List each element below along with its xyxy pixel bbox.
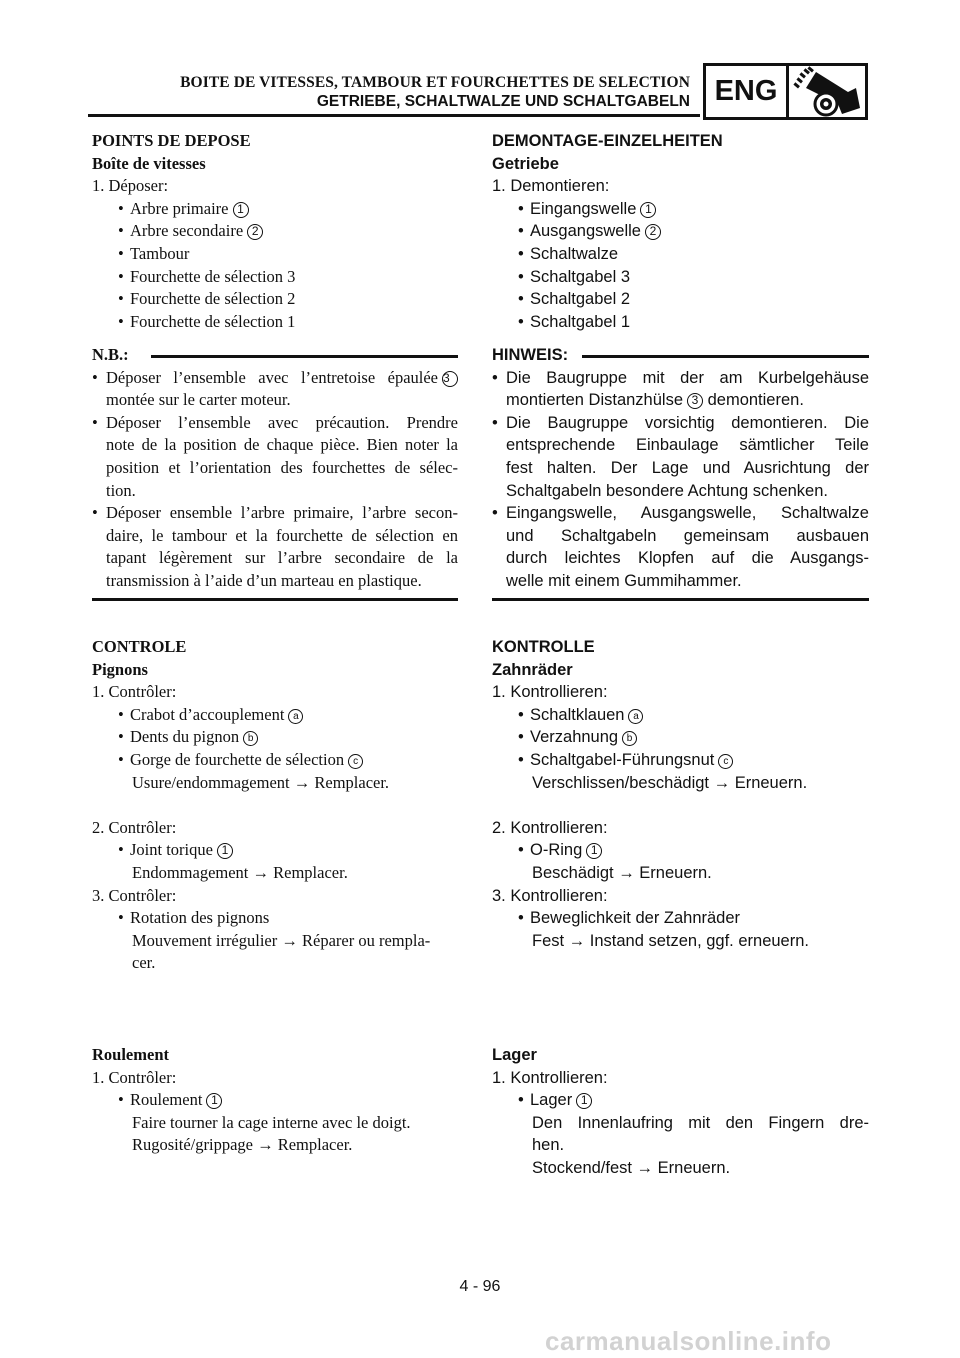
note-line: position et l’orientation des fourchettes de sélec- (106, 457, 458, 477)
result-line: Rugosité/grippage → Remplacer. (132, 1135, 353, 1155)
note-line: note de la position de chaque pièce. Bien noter la (106, 435, 458, 455)
engine-gear-icon (786, 63, 868, 120)
fr-removal-section (92, 130, 458, 333)
fr-section-title: POINTS DE DEPOSE (92, 131, 251, 150)
note-line: montée sur le carter moteur. (106, 390, 291, 410)
fr-step: 1. Contrôler: (92, 682, 177, 702)
list-item: • Fourchette de sélection 3 (92, 266, 458, 289)
list-item: • Joint torique 1 (92, 839, 458, 862)
callout-1: 1 (586, 843, 602, 859)
callout-2: 2 (247, 224, 263, 240)
callout-1: 1 (640, 202, 656, 218)
callout-c: c (348, 754, 363, 769)
note-end-rule (492, 598, 869, 601)
callout-c: c (718, 754, 733, 769)
list-item: • Rotation des pignons (92, 907, 458, 930)
de-subtitle: Getriebe (492, 154, 559, 173)
list-item: • Ausgangswelle 2 (492, 220, 869, 243)
callout-b: b (622, 731, 637, 746)
de-subtitle: Zahnräder (492, 660, 573, 679)
callout-3: 3 (687, 393, 703, 409)
result-line: Beschädigt → Erneuern. (532, 863, 712, 882)
callout-1: 1 (206, 1093, 222, 1109)
list-item: • Verzahnung b (492, 726, 869, 749)
fr-step: 2. Contrôler: (92, 817, 177, 837)
list-item: • Arbre primaire 1 (92, 198, 458, 221)
note-line: tapant légèrement sur l’arbre secondaire de la (106, 548, 458, 568)
header-title-fr: BOITE DE VITESSES, TAMBOUR ET FOURCHETTES DE SELECTION (180, 74, 690, 91)
result-line: Endommagement → Remplacer. (132, 862, 348, 882)
fr-note (92, 344, 458, 601)
fr-step: 1. Déposer: (92, 176, 169, 196)
de-step: 1. Demontieren: (492, 177, 610, 196)
de-step: 1. Kontrollieren: (492, 1068, 608, 1087)
callout-a: a (628, 709, 643, 724)
list-item: • O-Ring 1 (492, 839, 869, 862)
callout-1: 1 (576, 1093, 592, 1109)
note-line: Schaltgabeln besondere Achtung schenken. (506, 481, 828, 500)
list-item: • Schaltgabel-Führungsnut c (492, 749, 869, 772)
list-item: • Gorge de fourchette de sélection c (92, 749, 458, 772)
fr-section-title: CONTROLE (92, 637, 187, 656)
result-line: Mouvement irrégulier → Réparer ou rempla- (132, 930, 431, 950)
list-item: • Tambour (92, 243, 458, 266)
page-number: 4 - 96 (459, 1278, 501, 1295)
fr-subtitle: Boîte de vitesses (92, 153, 206, 173)
callout-1: 1 (233, 202, 249, 218)
de-subtitle: Lager (492, 1046, 537, 1064)
note-line: und Schaltgabeln gemeinsam ausbauen (506, 526, 869, 545)
list-item: • Arbre secondaire 2 (92, 220, 458, 243)
list-item: • Fourchette de sélection 1 (92, 311, 458, 334)
de-step: 3. Kontrollieren: (492, 886, 608, 905)
list-item: • Lager 1 (492, 1089, 869, 1112)
note-end-rule (92, 598, 458, 601)
result-line: Fest → Instand setzen, ggf. erneuern. (532, 931, 809, 950)
result-line: Usure/endommagement → Remplacer. (132, 772, 390, 792)
note-line: • Déposer ensemble l’arbre primaire, l’arbre secon- (92, 502, 458, 525)
de-section-title: DEMONTAGE-EINZELHEITEN (492, 132, 723, 150)
fr-subtitle: Roulement (92, 1045, 169, 1064)
list-item: • Schaltgabel 3 (492, 266, 869, 289)
header-rule (88, 114, 700, 117)
de-removal-section (492, 130, 869, 333)
result-line: Den Innenlaufring mit den Fingern dre- (532, 1113, 869, 1132)
de-step: 1. Kontrollieren: (492, 683, 608, 702)
list-item: • Fourchette de sélection 2 (92, 288, 458, 311)
note-line: entsprechende Einbaulage sämtlicher Teile (506, 436, 869, 455)
note-line: fest halten. Der Lage und Ausrichtung der (506, 458, 869, 477)
result-line: Stockend/fest → Erneuern. (532, 1158, 731, 1177)
fr-bearing-section (92, 1044, 458, 1157)
de-step: 2. Kontrollieren: (492, 818, 608, 837)
note-line: • Eingangswelle, Ausgangswelle, Schaltwalze (492, 502, 869, 525)
callout-3: 3 (442, 371, 458, 387)
result-line: cer. (132, 953, 156, 973)
list-item: • Dents du pignon b (92, 726, 458, 749)
callout-1: 1 (217, 843, 233, 859)
note-line: • Déposer l’ensemble avec l’entretoise épaulée 3 (92, 367, 458, 390)
list-item: • Beweglichkeit der Zahnräder (492, 907, 869, 930)
note-line: daire, le tambour et la fourchette de sélection en (106, 525, 458, 545)
de-check-section (492, 636, 869, 952)
fr-step: 1. Contrôler: (92, 1067, 177, 1087)
note-line: welle mit einem Gummihammer. (506, 571, 742, 590)
callout-2: 2 (645, 224, 661, 240)
note-line: tion. (106, 480, 136, 500)
result-line: Verschlissen/beschädigt → Erneuern. (532, 773, 808, 792)
eng-badge: ENG (703, 63, 789, 120)
callout-a: a (288, 709, 303, 724)
list-item: • Crabot d’accouplement a (92, 704, 458, 727)
list-item: • Schaltklauen a (492, 704, 869, 727)
result-line: Faire tourner la cage interne avec le doigt. (132, 1112, 411, 1132)
fr-step: 3. Contrôler: (92, 885, 177, 905)
list-item: • Schaltgabel 1 (492, 311, 869, 334)
de-section-title: KONTROLLE (492, 638, 595, 656)
de-note (492, 344, 869, 601)
note-line: • Die Baugruppe vorsichtig demontieren. Die (492, 412, 869, 435)
note-line: • Die Baugruppe mit der am Kurbelgehäuse (492, 367, 869, 390)
note-line: durch leichtes Klopfen auf die Ausgangs- (506, 549, 869, 568)
note-line: transmission à l’aide d’un marteau en plastique. (106, 570, 422, 590)
de-bearing-section (492, 1044, 869, 1180)
de-note-head: HINWEIS: (492, 344, 869, 367)
fr-check-section (92, 636, 458, 975)
fr-note-head: N.B.: (92, 344, 458, 367)
watermark: carmanualsonline.info (545, 1326, 832, 1356)
header-title-de: GETRIEBE, SCHALTWALZE UND SCHALTGABELN (316, 93, 690, 110)
note-line: • Déposer l’ensemble avec précaution. Prendre (92, 412, 458, 435)
list-item: • Schaltwalze (492, 243, 869, 266)
result-line: hen. (532, 1136, 565, 1155)
callout-b: b (243, 731, 258, 746)
list-item: • Roulement 1 (92, 1089, 458, 1112)
note-line: montierten Distanzhülse 3 demontieren. (506, 391, 804, 410)
list-item: • Schaltgabel 2 (492, 288, 869, 311)
fr-subtitle: Pignons (92, 659, 148, 679)
list-item: • Eingangswelle 1 (492, 198, 869, 221)
